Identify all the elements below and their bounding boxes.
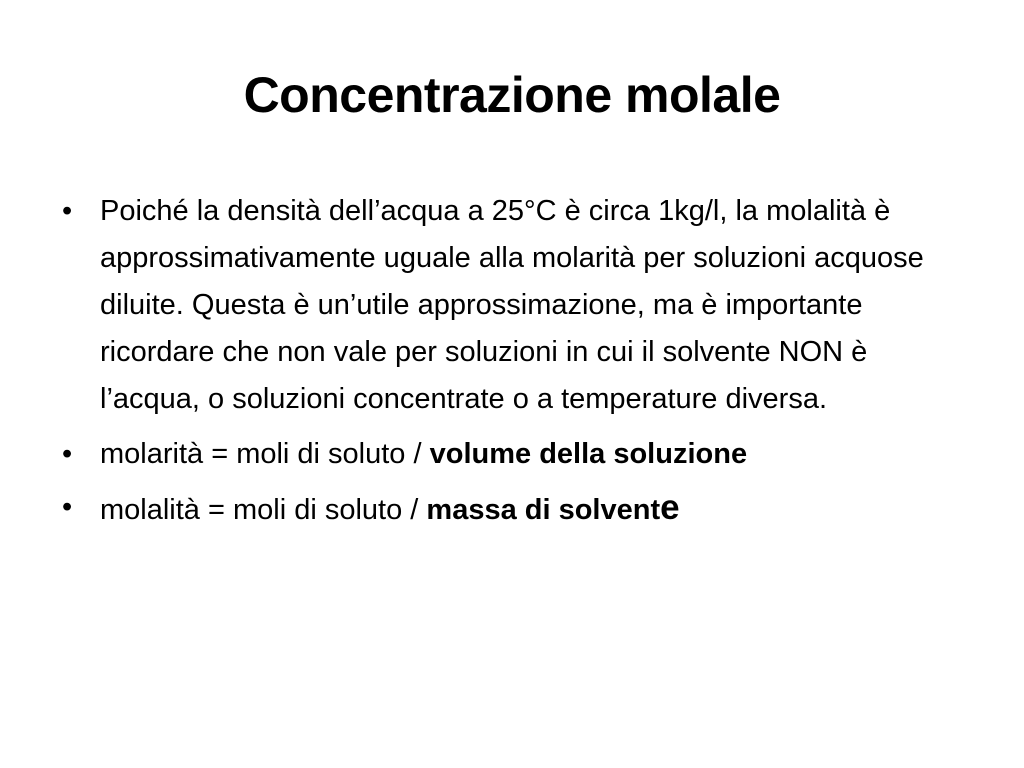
bullet-text: molalità = moli di soluto / [100,494,427,526]
bullet-list [62,188,962,542]
bullet-bold-tail: e [660,488,680,527]
bullet-text: Poiché la densità dell’acqua a 25°C è circa 1kg/l, la molalità è approssimativamente uguale alla molarità per soluzioni acquose diluite. Questa è un’utile approssimazione, ma è importante ricordare che non vale per soluzioni in cui il solvente NON è l’acqua, o soluzioni concentrate o a temperature diversa. [100,195,924,415]
bullet-item-molality [62,484,962,534]
bullet-dot-icon: • [62,491,73,523]
bullet-bold-text: massa di solvent [426,494,661,526]
slide-title: Concentrazione molale [243,67,781,123]
bullet-text: molarità = moli di soluto / [100,438,430,470]
bullet-bold-text: volume della soluzione [429,438,748,470]
bullet-item-density [62,188,962,423]
bullet-item-molarity [62,431,962,478]
bullet-dot-icon: • [62,195,73,227]
bullet-dot-icon: • [62,438,73,470]
